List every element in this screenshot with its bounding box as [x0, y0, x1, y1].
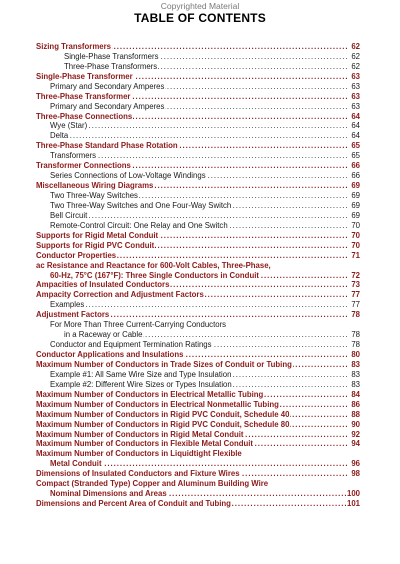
dot-leader: [280, 400, 347, 410]
dot-leader: [165, 82, 347, 92]
toc-entry[interactable]: [36, 241, 360, 251]
toc-entry-title: Maximum Number of Conductors in Electrical Nonmetallic Tubing: [36, 399, 279, 409]
toc-entry[interactable]: [36, 410, 360, 420]
toc-page-number: 78: [351, 340, 360, 350]
page-title: TABLE OF CONTENTS: [134, 11, 266, 25]
toc-entry-title: Maximum Number of Conductors in Rigid PVC Conduit, Schedule 40: [36, 409, 290, 419]
dot-leader: [264, 390, 347, 400]
table-of-contents: [36, 42, 360, 509]
toc-entry-title: Two Three-Way Switches: [50, 191, 138, 201]
toc-page-number: 80: [351, 350, 360, 360]
toc-entry[interactable]: [36, 290, 360, 300]
toc-page-number: 62: [351, 42, 360, 51]
toc-entry[interactable]: [36, 201, 360, 211]
dot-leader: [207, 171, 347, 181]
toc-entry[interactable]: [36, 102, 360, 112]
toc-entry[interactable]: [36, 380, 360, 390]
toc-entry-title: Metal Conduit: [50, 459, 102, 469]
dot-leader: [134, 72, 347, 82]
toc-page-number: 78: [351, 330, 360, 340]
toc-entry-title: Three-Phase Transformers: [64, 61, 158, 71]
toc-entry[interactable]: [36, 72, 360, 82]
toc-entry-title: Compact (Stranded Type) Copper and Aluminum Building Wire: [36, 479, 269, 489]
toc-page-number: 84: [351, 389, 360, 399]
dot-leader: [139, 191, 347, 201]
toc-entry[interactable]: [36, 52, 360, 62]
dot-leader: [254, 440, 347, 450]
toc-entry[interactable]: [36, 440, 360, 450]
toc-entry-title: Miscellaneous Wiring Diagrams: [36, 181, 154, 191]
copyright-watermark: Copyrighted Material: [160, 1, 240, 11]
dot-leader: [159, 52, 347, 62]
toc-entry[interactable]: [36, 112, 360, 122]
toc-page-number: 64: [351, 131, 360, 141]
toc-entry[interactable]: [36, 310, 360, 320]
toc-entry[interactable]: [36, 449, 360, 459]
toc-entry-title: Three-Phase Standard Phase Rotation: [36, 141, 178, 151]
dot-leader: [165, 102, 347, 112]
toc-entry-title: Ampacities of Insulated Conductors: [36, 280, 170, 290]
toc-entry-title: Maximum Number of Conductors in Electrical Metallic Tubing: [36, 389, 264, 399]
toc-page-number: 63: [351, 101, 360, 111]
toc-entry[interactable]: [36, 400, 360, 410]
toc-page-number: 63: [351, 81, 360, 91]
toc-entry-title: Single-Phase Transformers: [64, 51, 159, 61]
toc-entry[interactable]: [36, 360, 360, 370]
toc-entry-title: Ampacity Correction and Adjustment Factors: [36, 290, 204, 300]
dot-leader: [290, 410, 347, 420]
dot-leader: [131, 92, 347, 102]
toc-entry-title: Example #1: All Same Wire Size and Type Insulation: [50, 369, 232, 379]
dot-leader: [232, 201, 347, 211]
toc-entry-title: Primary and Secondary Amperes: [50, 101, 165, 111]
toc-entry[interactable]: [36, 82, 360, 92]
toc-page-number: 63: [351, 91, 360, 101]
toc-entry-title: Bell Circuit: [50, 210, 88, 220]
toc-entry[interactable]: [36, 141, 360, 151]
dot-leader: [155, 241, 347, 251]
dot-leader: [117, 251, 347, 261]
toc-entry[interactable]: [36, 469, 360, 479]
dot-leader: [69, 131, 347, 141]
toc-entry-title: Transformer Connections: [36, 161, 131, 171]
toc-entry[interactable]: [36, 459, 360, 469]
toc-entry-title: Single-Phase Transformer: [36, 71, 133, 81]
toc-entry[interactable]: [36, 122, 360, 132]
toc-page-number: 69: [351, 191, 360, 201]
toc-entry-title: Conductor Properties: [36, 250, 117, 260]
toc-entry-title: Two Three-Way Switches and One Four-Way Switch: [50, 201, 232, 210]
toc-page-number: 64: [351, 121, 360, 131]
dot-leader: [88, 211, 347, 221]
toc-page-number: 73: [351, 280, 360, 290]
toc-entry-title: Maximum Number of Conductors in Rigid Metal Conduit: [36, 429, 244, 439]
toc-entry[interactable]: [36, 62, 360, 72]
toc-entry-title: Nominal Dimensions and Areas: [50, 489, 167, 499]
toc-entry-title: Conductor Applications and Insulations: [36, 350, 184, 360]
toc-entry[interactable]: [36, 479, 360, 489]
toc-page-number: 69: [351, 201, 360, 210]
dot-leader: [244, 430, 347, 440]
dot-leader: [232, 370, 347, 380]
dot-leader: [260, 271, 347, 281]
toc-page-number: 98: [351, 469, 360, 479]
dot-leader: [158, 62, 347, 72]
toc-entry[interactable]: [36, 370, 360, 380]
toc-page-number: 77: [351, 290, 360, 300]
toc-entry[interactable]: [36, 191, 360, 201]
toc-page-number: 65: [351, 141, 360, 151]
toc-page-number: 62: [351, 51, 360, 61]
toc-entry[interactable]: [36, 330, 360, 340]
dot-leader: [241, 469, 347, 479]
dot-leader: [103, 459, 347, 469]
dot-leader: [110, 310, 347, 320]
dot-leader: [205, 290, 347, 300]
dot-leader: [232, 499, 346, 509]
toc-entry-title: For More Than Three Current-Carrying Conductors: [50, 320, 227, 330]
toc-page-number: 62: [351, 61, 360, 71]
toc-page-number: 83: [351, 369, 360, 379]
toc-page-number: 71: [351, 250, 360, 260]
toc-page-number: 100: [346, 489, 360, 499]
dot-leader: [143, 330, 347, 340]
toc-entry[interactable]: [36, 211, 360, 221]
toc-page-number: 83: [351, 379, 360, 389]
toc-entry-title: Series Connections of Low-Voltage Windings: [50, 171, 206, 181]
toc-page-number: 63: [351, 71, 360, 81]
dot-leader: [112, 42, 347, 52]
dot-leader: [229, 221, 347, 231]
toc-entry-title: Supports for Rigid Metal Conduit: [36, 230, 159, 240]
dot-leader: [159, 231, 347, 241]
toc-entry-title: Maximum Number of Conductors in Flexible Metal Conduit: [36, 439, 254, 449]
toc-entry[interactable]: [36, 350, 360, 360]
toc-entry-title: Adjustment Factors: [36, 310, 110, 320]
toc-entry-title: 60-Hz, 75°C (167°F): Three Single Conductors in Conduit: [50, 270, 259, 280]
toc-entry[interactable]: [36, 181, 360, 191]
toc-entry-title: Maximum Number of Conductors in Trade Sizes of Conduit or Tubing: [36, 360, 292, 369]
toc-entry-title: in a Raceway or Cable: [64, 330, 143, 340]
dot-leader: [213, 340, 347, 350]
toc-entry-title: Dimensions of Insulated Conductors and Fixture Wires: [36, 469, 240, 479]
toc-entry-title: Supports for Rigid PVC Conduit: [36, 240, 155, 250]
toc-entry[interactable]: [36, 251, 360, 261]
toc-entry[interactable]: [36, 300, 360, 310]
toc-entry[interactable]: [36, 499, 360, 509]
toc-entry-title: Remote-Control Circuit: One Relay and One Switch: [50, 220, 228, 230]
toc-entry-title: Transformers: [50, 151, 97, 161]
dot-leader: [179, 141, 347, 151]
dot-leader: [184, 350, 347, 360]
toc-entry-title: Three-Phase Transformer: [36, 91, 131, 101]
toc-entry[interactable]: [36, 271, 360, 281]
toc-entry[interactable]: [36, 171, 360, 181]
toc-page-number: 101: [346, 499, 360, 509]
toc-entry[interactable]: [36, 231, 360, 241]
dot-leader: [293, 360, 347, 370]
dot-leader: [132, 161, 347, 171]
toc-page-number: 70: [351, 230, 360, 240]
toc-page-number: 65: [351, 151, 360, 161]
toc-entry-title: Conductor and Equipment Termination Ratings: [50, 340, 212, 350]
dot-leader: [233, 380, 347, 390]
toc-entry[interactable]: [36, 221, 360, 231]
toc-entry[interactable]: [36, 161, 360, 171]
toc-entry[interactable]: [36, 42, 360, 52]
toc-page-number: 88: [351, 409, 360, 419]
toc-page-number: 70: [351, 240, 360, 250]
toc-entry-title: Sizing Transformers: [36, 42, 111, 51]
toc-entry[interactable]: [36, 340, 360, 350]
dot-leader: [88, 122, 347, 132]
toc-page-number: 72: [351, 270, 360, 280]
toc-page-number: 94: [351, 439, 360, 449]
toc-entry-title: ac Resistance and Reactance for 600-Volt Cables, Three-Phase,: [36, 260, 271, 270]
dot-leader: [85, 300, 347, 310]
toc-entry-title: Delta: [50, 131, 69, 141]
dot-leader: [97, 151, 347, 161]
toc-page-number: 69: [351, 210, 360, 220]
toc-page-number: 96: [351, 459, 360, 469]
toc-page-number: 66: [351, 161, 360, 171]
toc-page-number: 66: [351, 171, 360, 181]
toc-page-number: 77: [351, 300, 360, 310]
toc-page-number: 86: [351, 399, 360, 409]
dot-leader: [170, 281, 347, 291]
dot-leader: [290, 420, 347, 430]
toc-entry[interactable]: [36, 92, 360, 102]
toc-entry-title: Dimensions and Percent Area of Conduit and Tubing: [36, 499, 231, 509]
toc-entry-title: Maximum Number of Conductors in Rigid PVC Conduit, Schedule 80: [36, 419, 290, 429]
toc-page-number: 78: [351, 310, 360, 320]
toc-entry-title: Example #2: Different Wire Sizes or Types Insulation: [50, 379, 232, 389]
toc-entry[interactable]: [36, 430, 360, 440]
toc-entry[interactable]: [36, 281, 360, 291]
toc-page-number: 83: [351, 360, 360, 369]
toc-entry[interactable]: [36, 320, 360, 330]
toc-page-number: 90: [351, 419, 360, 429]
dot-leader: [168, 489, 346, 499]
toc-entry[interactable]: [36, 390, 360, 400]
toc-page-number: 69: [351, 181, 360, 191]
toc-entry-title: Primary and Secondary Amperes: [50, 81, 165, 91]
toc-entry[interactable]: [36, 261, 360, 271]
toc-page-number: 70: [351, 220, 360, 230]
toc-entry-title: Examples: [50, 300, 85, 310]
toc-entry[interactable]: [36, 420, 360, 430]
toc-page-number: 64: [351, 111, 360, 121]
toc-entry-title: Three-Phase Connections: [36, 111, 133, 121]
toc-entry[interactable]: [36, 131, 360, 141]
toc-entry-title: Wye (Star): [50, 121, 88, 131]
dot-leader: [154, 181, 347, 191]
dot-leader: [133, 112, 347, 122]
toc-entry-title: Maximum Number of Conductors in Liquidtight Flexible: [36, 449, 242, 459]
toc-entry[interactable]: [36, 151, 360, 161]
toc-page-number: 92: [351, 429, 360, 439]
toc-entry[interactable]: [36, 489, 360, 499]
